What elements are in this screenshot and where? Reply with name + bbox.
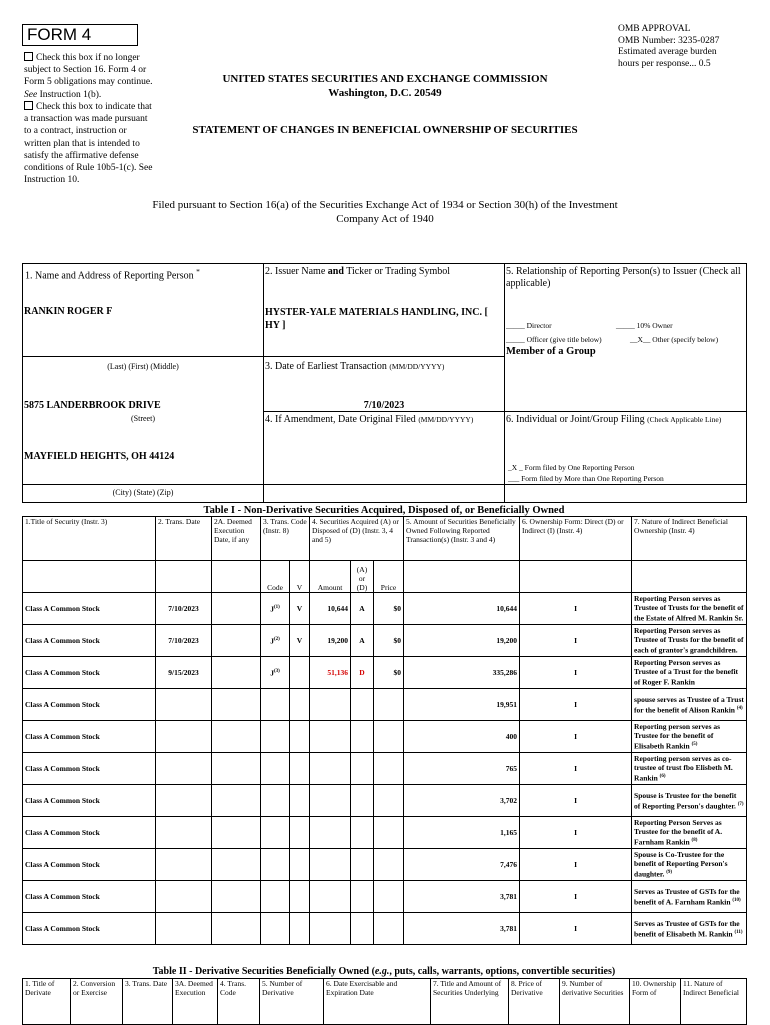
omb-line-3: Estimated average burden	[618, 47, 717, 57]
relationship-other[interactable]: __X__ Other (specify below)	[630, 335, 719, 344]
row-deemed-date	[212, 753, 261, 785]
table1-sub-v: V	[290, 561, 310, 593]
row-amount	[310, 721, 351, 753]
row-acquired-disposed	[351, 817, 374, 849]
row-amount	[310, 817, 351, 849]
table1-row	[23, 657, 747, 689]
reporting-person-street: 5875 LANDERBROOK DRIVE	[24, 400, 161, 411]
row-trans-code: $J^{(2)}$	[261, 625, 290, 657]
row-trans-date	[156, 785, 212, 817]
row-v	[290, 913, 310, 945]
checkbox-rule10b5-text: Check this box to indicate that a transaction was made pursuant to a contract, instruction or written plan that is intended to satisfy the affirmative defense conditions of Rule 10b5-1(c). See Instruction 10.	[24, 102, 153, 186]
row-trans-code	[261, 721, 290, 753]
row-nature-of-ownership: spouse serves as Trustee of a Trust for the benefit of Alison Rankin $^{(4)}$	[632, 689, 747, 721]
filing-more-persons[interactable]: ___ Form filed by More than One Reporting Person	[508, 474, 664, 483]
table1-header-amount-owned: 5. Amount of Securities Beneficially Owned Following Reported Transaction(s) (Instr. 3 and 4)	[404, 517, 520, 561]
filed-pursuant: Filed pursuant to Section 16(a) of the Securities Exchange Act of 1934 or Section 30(h) of the Investment Company Act of 1940	[152, 199, 618, 225]
row-security-title: Class A Common Stock	[23, 721, 156, 753]
row-trans-date	[156, 689, 212, 721]
row-acquired-disposed: D	[351, 657, 374, 689]
row-security-title: Class A Common Stock	[23, 753, 156, 785]
row-security-title: Class A Common Stock	[23, 625, 156, 657]
row-ownership-form: I	[520, 753, 632, 785]
checkbox-section16	[24, 52, 154, 101]
row-amount	[310, 753, 351, 785]
row-deemed-date	[212, 817, 261, 849]
table2-header-col: 3A. Deemed Execution	[173, 979, 218, 1025]
name-caption: (Last) (First) (Middle)	[107, 362, 179, 371]
row-ownership-form: I	[520, 593, 632, 625]
table1-row	[23, 817, 747, 849]
reporting-person-city: MAYFIELD HEIGHTS, OH 44124	[24, 451, 175, 462]
row-price	[374, 849, 404, 881]
row-trans-code	[261, 753, 290, 785]
box6-label	[506, 414, 744, 426]
table1-title: Table I - Non-Derivative Securities Acquired, Disposed of, or Beneficially Owned	[203, 505, 565, 516]
table2-title-b: , puts, calls, warrants, options, convertible securities)	[389, 966, 616, 977]
box3-label	[265, 361, 503, 373]
filing-one-person[interactable]: _X _ Form filed by One Reporting Person	[508, 463, 635, 472]
row-trans-date	[156, 817, 212, 849]
row-deemed-date	[212, 689, 261, 721]
box5-label: 5. Relationship of Reporting Person(s) to Issuer (Check all applicable)	[506, 266, 741, 289]
row-amount	[310, 785, 351, 817]
agency-name: UNITED STATES SECURITIES AND EXCHANGE COMMISSION	[222, 73, 548, 85]
row-nature-of-ownership: Serves as Trustee of GSTs for the benefit of Elisabeth M. Rankin $^{(11)}$	[632, 913, 747, 945]
row-security-title: Class A Common Stock	[23, 657, 156, 689]
row-price	[374, 913, 404, 945]
row-owned-following: 335,286	[404, 657, 520, 689]
omb-line-4: hours per response... 0.5	[618, 58, 711, 69]
box2-label-a: 2. Issuer Name	[265, 266, 328, 277]
row-ownership-form: I	[520, 817, 632, 849]
form-title: FORM 4	[22, 24, 138, 46]
table1-header-acquired: 4. Securities Acquired (A) or Disposed of (D) (Instr. 3, 4 and 5)	[310, 517, 404, 561]
relationship-title: Member of a Group	[506, 346, 596, 357]
row-amount: 51,136	[310, 657, 351, 689]
table1-row	[23, 689, 747, 721]
row-deemed-date	[212, 913, 261, 945]
row-ownership-form: I	[520, 657, 632, 689]
table2-header-col: 4. Trans. Code	[218, 979, 260, 1025]
row-v: V	[290, 625, 310, 657]
row-v	[290, 849, 310, 881]
row-owned-following: 10,644	[404, 593, 520, 625]
row-v	[290, 689, 310, 721]
row-owned-following: 3,781	[404, 913, 520, 945]
row-amount: 10,644	[310, 593, 351, 625]
row-price	[374, 721, 404, 753]
box2-label	[265, 266, 503, 278]
row-owned-following: 19,200	[404, 625, 520, 657]
box1-label-text: 1. Name and Address of Reporting Person	[25, 270, 194, 282]
table1-header-date: 2. Trans. Date	[156, 517, 212, 561]
table2-header-col: 2. Conversion or Exercise	[71, 979, 123, 1025]
row-acquired-disposed	[351, 785, 374, 817]
row-amount	[310, 913, 351, 945]
row-trans-code: $J^{(3)}$	[261, 657, 290, 689]
earliest-transaction-date: 7/10/2023	[363, 400, 405, 411]
issuer-name: HYSTER-YALE MATERIALS HANDLING, INC. [ HY ]	[265, 307, 488, 331]
street-caption: (Street)	[131, 414, 155, 423]
row-deemed-date	[212, 593, 261, 625]
table2-header-col: 9. Number of derivative Securities	[560, 979, 630, 1025]
table1-row	[23, 849, 747, 881]
row-price	[374, 689, 404, 721]
row-nature-of-ownership: Spouse is Trustee for the benefit of Reporting Person's daughter. $^{(7)}$	[632, 785, 747, 817]
row-price	[374, 785, 404, 817]
agency-city: Washington, D.C. 20549	[328, 87, 442, 99]
row-trans-code	[261, 881, 290, 913]
row-trans-code	[261, 689, 290, 721]
table1-header-deemed: 2A. Deemed Execution Date, if any	[212, 517, 261, 561]
checkbox-rule10b5	[24, 101, 154, 186]
table2-header-col: 11. Nature of Indirect Beneficial	[681, 979, 747, 1025]
row-owned-following: 400	[404, 721, 520, 753]
reporting-person-name: RANKIN ROGER F	[24, 306, 113, 317]
row-deemed-date	[212, 785, 261, 817]
row-v	[290, 753, 310, 785]
table1-sub-amount: Amount	[310, 561, 351, 593]
row-price: $0	[374, 593, 404, 625]
row-nature-of-ownership: Spouse is Co-Trustee for the benefit of Reporting Person's daughter. $^{(9)}$	[632, 849, 747, 881]
table2-header-col: 5. Number of Derivative	[260, 979, 324, 1025]
table1-row	[23, 881, 747, 913]
row-amount	[310, 881, 351, 913]
row-ownership-form: I	[520, 625, 632, 657]
table1-row	[23, 913, 747, 945]
row-ownership-form: I	[520, 881, 632, 913]
row-owned-following: 3,702	[404, 785, 520, 817]
omb-approval	[618, 24, 758, 70]
row-trans-date: 7/10/2023	[156, 593, 212, 625]
table2-header-col: 7. Title and Amount of Securities Underlying	[431, 979, 509, 1025]
row-trans-date	[156, 753, 212, 785]
relationship-10pct-owner[interactable]: _____ 10% Owner	[616, 321, 673, 330]
row-security-title: Class A Common Stock	[23, 881, 156, 913]
checkbox-rule10b5-box[interactable]	[24, 101, 33, 110]
row-acquired-disposed	[351, 753, 374, 785]
row-nature-of-ownership: Serves as Trustee of GSTs for the benefit of A. Farnham Rankin $^{(10)}$	[632, 881, 747, 913]
table2-header-row	[23, 979, 747, 1025]
row-trans-code	[261, 817, 290, 849]
row-nature-of-ownership: Reporting Person Serves as Trustee for the benefit of A. Farnham Rankin $^{(8)}$	[632, 817, 747, 849]
row-acquired-disposed	[351, 721, 374, 753]
box2-label-b: Ticker or Trading Symbol	[343, 266, 451, 277]
row-amount	[310, 849, 351, 881]
row-nature-of-ownership: Reporting person serves as Trustee for the benefit of Elisabeth Rankin $^{(5)}$	[632, 721, 747, 753]
row-trans-date	[156, 721, 212, 753]
agency-header	[160, 72, 610, 100]
table1-row	[23, 593, 747, 625]
row-price: $0	[374, 625, 404, 657]
row-price	[374, 881, 404, 913]
row-security-title: Class A Common Stock	[23, 689, 156, 721]
row-acquired-disposed	[351, 881, 374, 913]
row-acquired-disposed	[351, 849, 374, 881]
box4-label-text: 4. If Amendment, Date Original Filed	[265, 414, 416, 425]
table1-row	[23, 625, 747, 657]
row-nature-of-ownership: Reporting person serves as co-trustee of trust fbo Elisbeth M. Rankin $^{(6)}$	[632, 753, 747, 785]
table2-title-eg: e.g.	[374, 966, 390, 977]
table2-derivative	[22, 978, 747, 1025]
row-trans-date	[156, 849, 212, 881]
row-trans-code	[261, 785, 290, 817]
row-security-title: Class A Common Stock	[23, 913, 156, 945]
table2-header-col: 1. Title of Derivate	[23, 979, 71, 1025]
row-owned-following: 3,781	[404, 881, 520, 913]
omb-line-1: OMB APPROVAL	[618, 24, 691, 34]
relationship-director[interactable]: _____ Director	[506, 321, 552, 330]
row-amount: 19,200	[310, 625, 351, 657]
row-owned-following: 7,476	[404, 849, 520, 881]
relationship-officer[interactable]: _____ Officer (give title below)	[506, 335, 602, 344]
row-trans-date	[156, 881, 212, 913]
table1-non-derivative	[22, 516, 747, 945]
row-acquired-disposed: A	[351, 625, 374, 657]
row-v	[290, 657, 310, 689]
row-deemed-date	[212, 625, 261, 657]
table1-header-code: 3. Trans. Code (Instr. 8)	[261, 517, 310, 561]
row-trans-date: 7/10/2023	[156, 625, 212, 657]
table2-title	[22, 966, 746, 977]
statement-title: STATEMENT OF CHANGES IN BENEFICIAL OWNERSHIP OF SECURITIES	[192, 124, 578, 136]
row-ownership-form: I	[520, 913, 632, 945]
row-ownership-form: I	[520, 785, 632, 817]
table2-header-col: 6. Date Exercisable and Expiration Date	[324, 979, 431, 1025]
row-ownership-form: I	[520, 689, 632, 721]
omb-line-2: OMB Number: 3235-0287	[618, 35, 720, 46]
table2-header-col: 3. Trans. Date	[123, 979, 173, 1025]
row-acquired-disposed: A	[351, 593, 374, 625]
box6-label-small: (Check Applicable Line)	[647, 415, 722, 424]
row-trans-code	[261, 913, 290, 945]
box6-label-text: 6. Individual or Joint/Group Filing	[506, 414, 645, 425]
table1-subheader-row	[23, 561, 747, 593]
row-v	[290, 721, 310, 753]
row-nature-of-ownership: Reporting Person serves as Trustee of Trusts for the benefit of the Estate of Alfred M. Rankin Sr.	[632, 593, 747, 625]
row-trans-code	[261, 849, 290, 881]
row-ownership-form: I	[520, 721, 632, 753]
row-deemed-date	[212, 657, 261, 689]
table1-row	[23, 753, 747, 785]
box3-label-text: 3. Date of Earliest Transaction	[265, 361, 387, 372]
table1-header-nature: 7. Nature of Indirect Beneficial Ownership (Instr. 4)	[632, 517, 747, 561]
row-v	[290, 817, 310, 849]
row-security-title: Class A Common Stock	[23, 593, 156, 625]
table1-sub-price: Price	[374, 561, 404, 593]
box1-label	[25, 266, 200, 282]
row-deemed-date	[212, 849, 261, 881]
checkbox-section16-instr: Instruction 1(b).	[39, 89, 102, 100]
row-v: V	[290, 593, 310, 625]
table1-header-ownership-form: 6. Ownership Form: Direct (D) or Indirect (I) (Instr. 4)	[520, 517, 632, 561]
row-owned-following: 1,165	[404, 817, 520, 849]
row-nature-of-ownership: Reporting Person serves as Trustee of a Trust for the benefit of Roger F. Rankin	[632, 657, 747, 689]
row-security-title: Class A Common Stock	[23, 817, 156, 849]
row-deemed-date	[212, 881, 261, 913]
table1-header-row	[23, 517, 747, 561]
checkbox-section16-see: See	[24, 89, 38, 100]
row-acquired-disposed	[351, 689, 374, 721]
row-acquired-disposed	[351, 913, 374, 945]
row-v	[290, 881, 310, 913]
row-price: $0	[374, 657, 404, 689]
row-v	[290, 785, 310, 817]
row-trans-date	[156, 913, 212, 945]
row-owned-following: 765	[404, 753, 520, 785]
table1-row	[23, 785, 747, 817]
box3-label-fmt: (MM/DD/YYYY)	[389, 362, 445, 371]
row-price	[374, 817, 404, 849]
checkbox-section16-text: Check this box if no longer subject to Section 16. Form 4 or Form 5 obligations may continue.	[24, 53, 153, 88]
table1-sub-ad: (A) or (D)	[351, 561, 374, 593]
table1-row	[23, 721, 747, 753]
box2-label-and: and	[327, 266, 344, 277]
table1-sub-code: Code	[261, 561, 290, 593]
row-trans-date: 9/15/2023	[156, 657, 212, 689]
box1-label-mark: *	[196, 267, 200, 276]
city-caption: (City) (State) (Zip)	[112, 488, 174, 497]
row-owned-following: 19,951	[404, 689, 520, 721]
table2-header-col: 8. Price of Derivative	[509, 979, 560, 1025]
box4-label	[265, 414, 505, 426]
row-deemed-date	[212, 721, 261, 753]
box4-label-fmt: (MM/DD/YYYY)	[418, 415, 474, 424]
row-amount	[310, 689, 351, 721]
row-ownership-form: I	[520, 849, 632, 881]
table2-title-a: Table II - Derivative Securities Beneficially Owned (	[152, 966, 375, 977]
row-trans-code: $J^{(1)}$	[261, 593, 290, 625]
checkbox-section16-box[interactable]	[24, 52, 33, 61]
row-price	[374, 753, 404, 785]
table2-header-col: 10. Ownership Form of	[630, 979, 681, 1025]
row-security-title: Class A Common Stock	[23, 785, 156, 817]
table1-header-title: 1.Title of Security (Instr. 3)	[23, 517, 156, 561]
row-nature-of-ownership: Reporting Person serves as Trustee of Trusts for the benefit of each of grantor's grandchildren.	[632, 625, 747, 657]
row-security-title: Class A Common Stock	[23, 849, 156, 881]
